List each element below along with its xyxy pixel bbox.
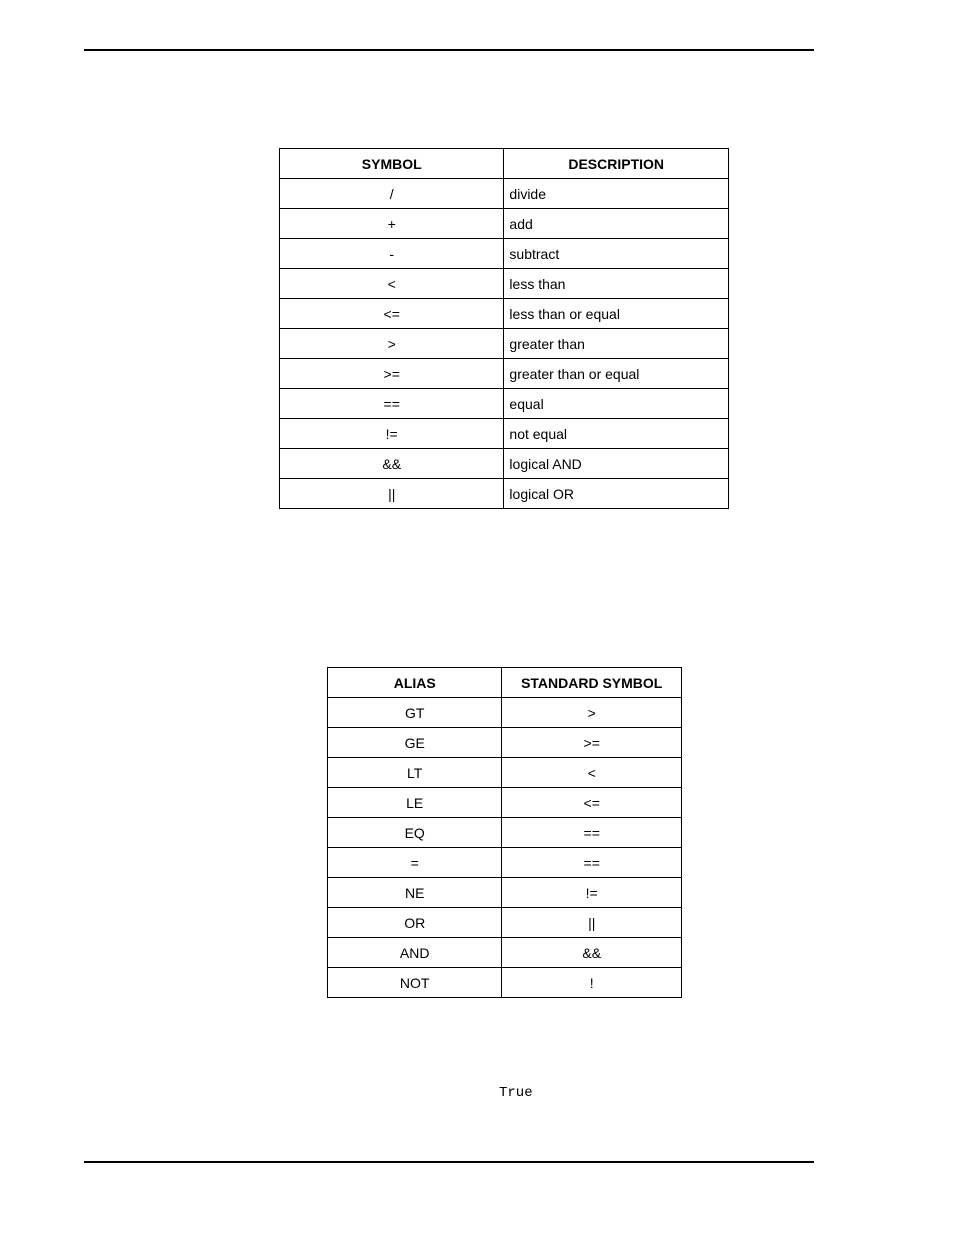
table-row	[280, 269, 729, 299]
symbol-cell: <	[280, 269, 504, 299]
standard-symbol-cell: >=	[502, 728, 682, 758]
description-cell: greater than or equal	[504, 359, 729, 389]
symbol-cell: ==	[280, 389, 504, 419]
table-row	[328, 878, 682, 908]
standard-symbol-cell: !	[502, 968, 682, 998]
table-row	[328, 788, 682, 818]
table-header-row	[328, 668, 682, 698]
symbol-cell: <=	[280, 299, 504, 329]
table-row	[328, 818, 682, 848]
operators-table	[279, 148, 729, 509]
table-row	[280, 359, 729, 389]
description-cell: logical AND	[504, 449, 729, 479]
alias-cell: NE	[328, 878, 502, 908]
description-cell: greater than	[504, 329, 729, 359]
description-cell: divide	[504, 179, 729, 209]
table-row	[328, 728, 682, 758]
standard-symbol-cell: &&	[502, 938, 682, 968]
alias-cell: AND	[328, 938, 502, 968]
alias-cell: GE	[328, 728, 502, 758]
table-row	[328, 758, 682, 788]
symbol-cell: !=	[280, 419, 504, 449]
symbol-cell: -	[280, 239, 504, 269]
alias-cell: NOT	[328, 968, 502, 998]
table-header-row	[280, 149, 729, 179]
symbol-header: SYMBOL	[280, 149, 504, 179]
table-row	[280, 299, 729, 329]
standard-symbol-header: STANDARD SYMBOL	[502, 668, 682, 698]
alias-cell: LT	[328, 758, 502, 788]
description-cell: subtract	[504, 239, 729, 269]
alias-cell: EQ	[328, 818, 502, 848]
table-row	[328, 698, 682, 728]
alias-header: ALIAS	[328, 668, 502, 698]
alias-cell: =	[328, 848, 502, 878]
standard-symbol-cell: <=	[502, 788, 682, 818]
table-row	[280, 179, 729, 209]
alias-table	[327, 667, 682, 998]
alias-cell: LE	[328, 788, 502, 818]
description-cell: less than or equal	[504, 299, 729, 329]
description-cell: logical OR	[504, 479, 729, 509]
table-row	[280, 209, 729, 239]
symbol-cell: &&	[280, 449, 504, 479]
standard-symbol-cell: !=	[502, 878, 682, 908]
table-row	[328, 968, 682, 998]
table-row	[280, 389, 729, 419]
table-row	[328, 848, 682, 878]
alias-cell: GT	[328, 698, 502, 728]
description-cell: add	[504, 209, 729, 239]
table-row	[328, 908, 682, 938]
top-rule	[84, 49, 814, 51]
description-cell: less than	[504, 269, 729, 299]
symbol-cell: /	[280, 179, 504, 209]
symbol-cell: >=	[280, 359, 504, 389]
table-row	[280, 479, 729, 509]
symbol-cell: >	[280, 329, 504, 359]
symbol-cell: +	[280, 209, 504, 239]
code-true-text: True	[499, 1085, 533, 1101]
symbol-cell: ||	[280, 479, 504, 509]
standard-symbol-cell: ==	[502, 848, 682, 878]
table-row	[280, 329, 729, 359]
alias-cell: OR	[328, 908, 502, 938]
standard-symbol-cell: ||	[502, 908, 682, 938]
standard-symbol-cell: <	[502, 758, 682, 788]
table-row	[280, 239, 729, 269]
bottom-rule	[84, 1161, 814, 1163]
description-cell: equal	[504, 389, 729, 419]
standard-symbol-cell: ==	[502, 818, 682, 848]
description-header: DESCRIPTION	[504, 149, 729, 179]
standard-symbol-cell: >	[502, 698, 682, 728]
table-row	[328, 938, 682, 968]
description-cell: not equal	[504, 419, 729, 449]
table-row	[280, 449, 729, 479]
table-row	[280, 419, 729, 449]
